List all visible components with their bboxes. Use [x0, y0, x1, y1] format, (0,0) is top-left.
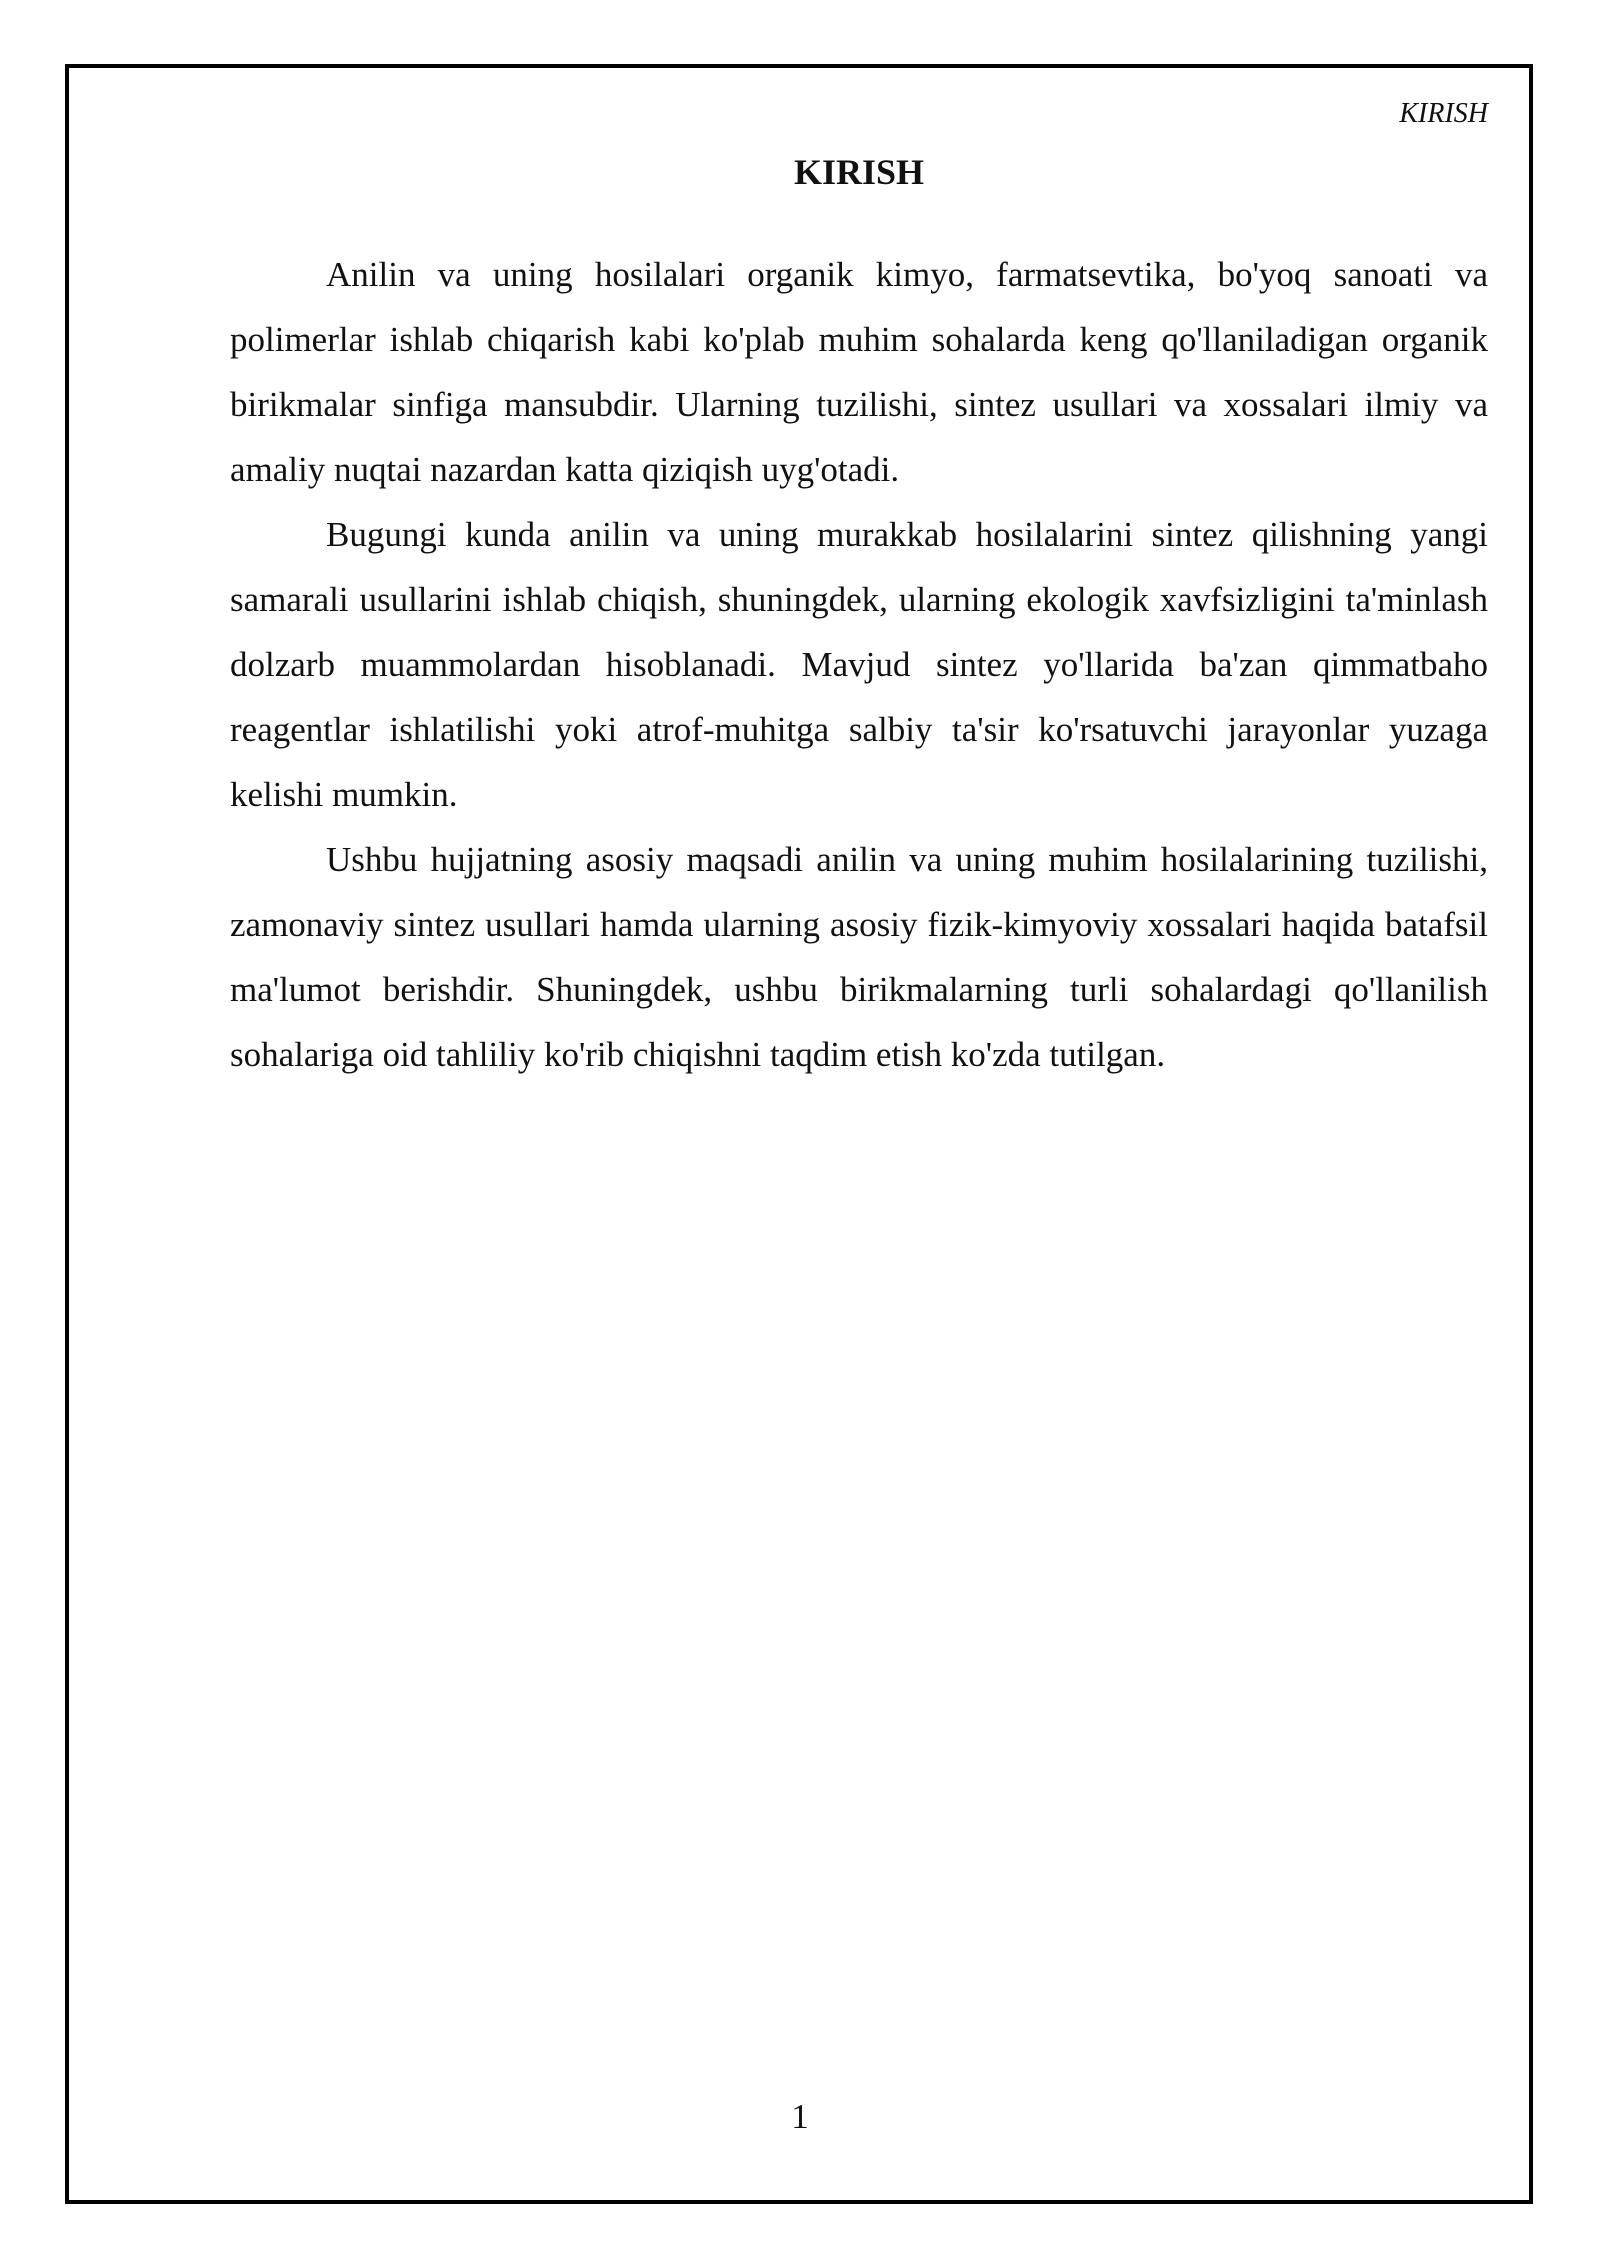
paragraph: Ushbu hujjatning asosiy maqsadi anilin va uning muhim hosilalarining tuzilishi, zamonaviy sintez usullari hamda ularning asosiy fizik-kimyoviy xossalari haqida batafsil ma'lumot berishdir. Shuningdek, ushbu birikmalarning turli sohalardagi qo'llanilish sohalariga oid tahliliy ko'rib chiqishni taqdim etish ko'zda tutilgan. — [230, 840, 1488, 1074]
page-number: 1 — [791, 2097, 809, 2136]
paragraph: Anilin va uning hosilalari organik kimyo, farmatsevtika, bo'yoq sanoati va polimerlar ishlab chiqarish kabi ko'plab muhim sohalarda keng qo'llaniladigan organik birikmalar sinfiga mansubdir. Ularning tuzilishi, sintez usullari va xossalari ilmiy va amaliy nuqtai nazardan katta qiziqish uyg'otadi. — [230, 255, 1488, 489]
paragraph: Bugungi kunda anilin va uning murakkab hosilalarini sintez qilishning yangi samarali usullarini ishlab chiqish, shuningdek, ularning ekologik xavfsizligini ta'minlash dolzarb muammolardan hisoblanadi. Mavjud sintez yo'llarida ba'zan qimmatbaho reagentlar ishlatilishi yoki atrof-muhitga salbiy ta'sir ko'rsatuvchi jarayonlar yuzaga kelishi mumkin. — [230, 515, 1488, 814]
body-text — [230, 242, 1488, 1087]
page-title: KIRISH — [793, 152, 925, 192]
running-header: KIRISH — [1399, 98, 1488, 129]
